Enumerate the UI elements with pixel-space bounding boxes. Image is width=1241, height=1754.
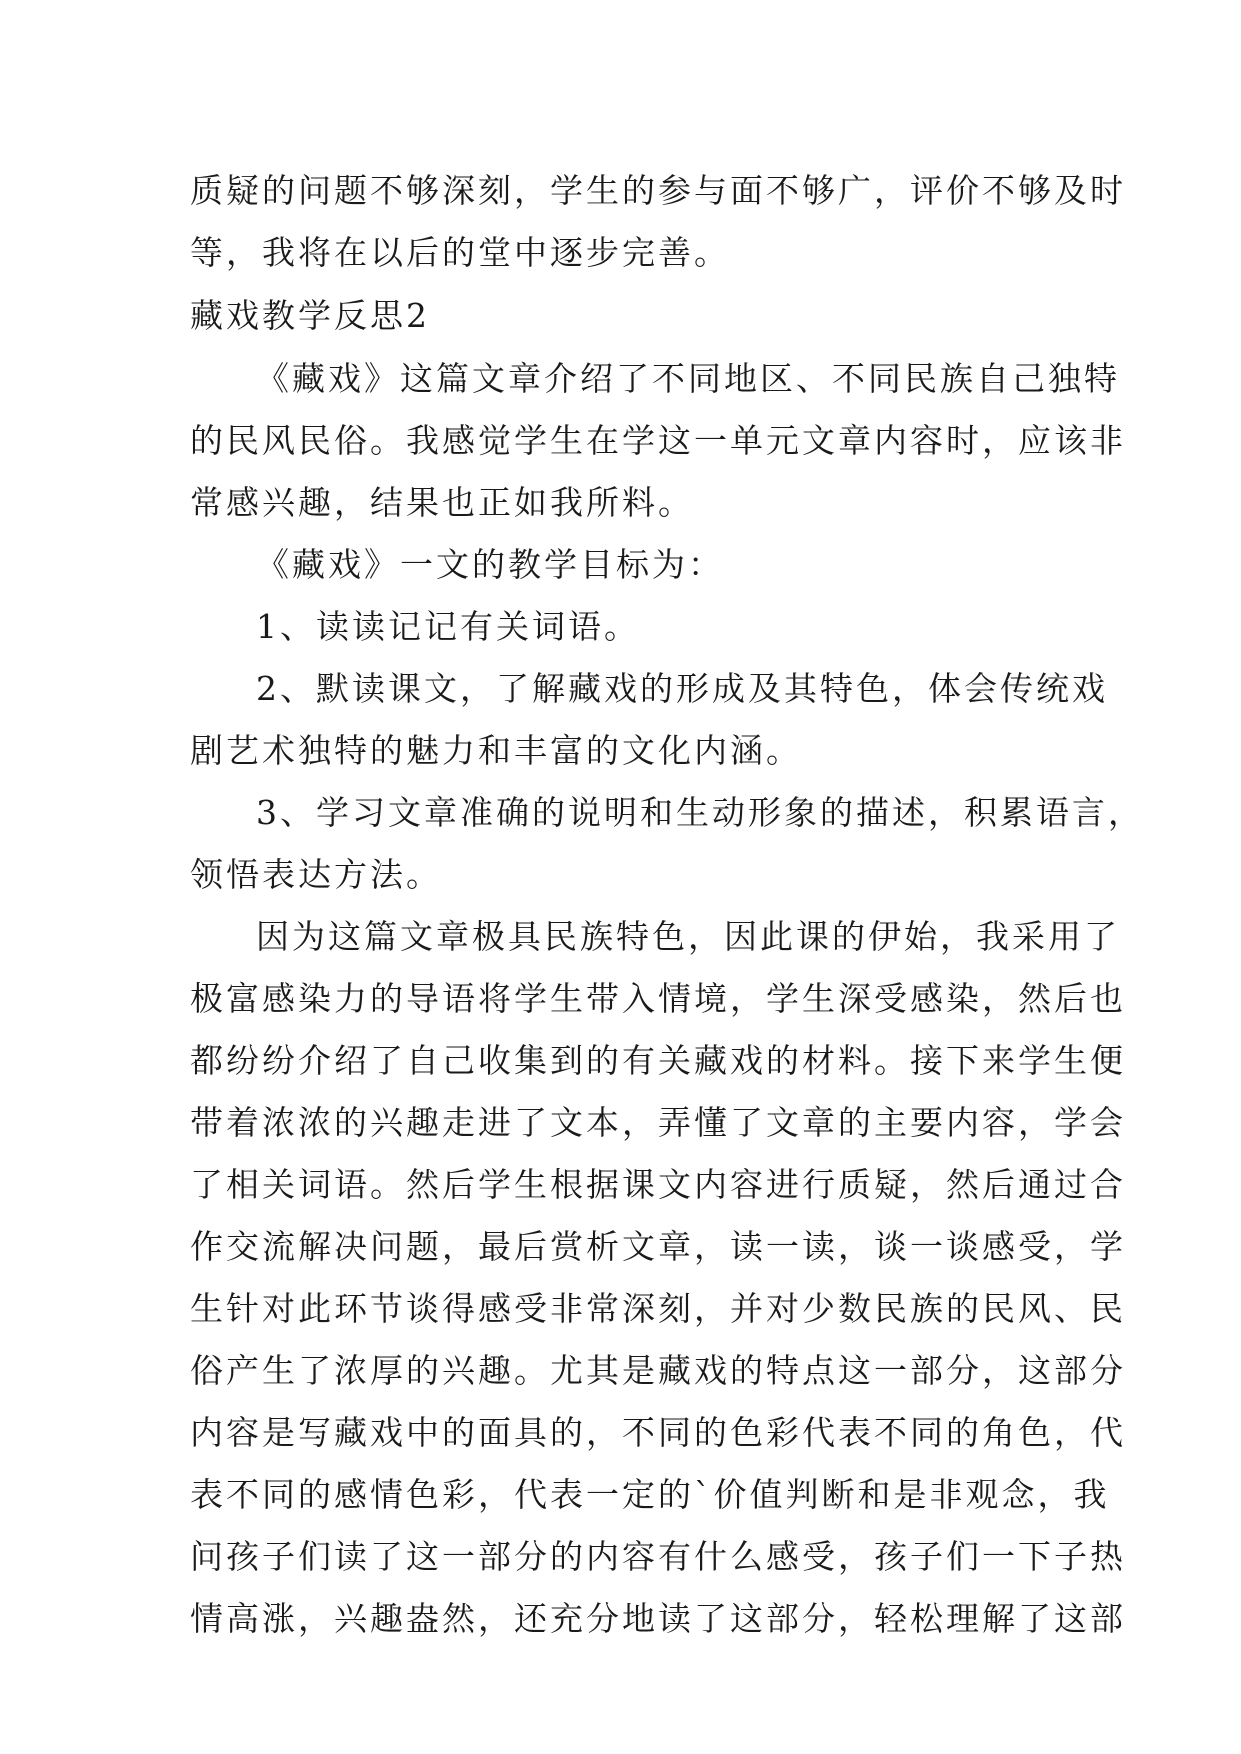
text-line: 生针对此环节谈得感受非常深刻，并对少数民族的民风、民 bbox=[190, 1289, 1126, 1328]
list-item-line: 1、读读记记有关词语。 bbox=[256, 607, 640, 646]
text-line: 等，我将在以后的堂中逐步完善。 bbox=[190, 233, 730, 272]
paragraph-start-line: 《藏戏》一文的教学目标为： bbox=[256, 545, 724, 584]
text-line: 俗产生了浓厚的兴趣。尤其是藏戏的特点这一部分，这部分 bbox=[190, 1351, 1126, 1390]
list-item-line: 3、学习文章准确的说明和生动形象的描述，积累语言， bbox=[256, 793, 1144, 832]
text-line: 问孩子们读了这一部分的内容有什么感受，孩子们一下子热 bbox=[190, 1537, 1126, 1576]
list-item-line: 2、默读课文，了解藏戏的形成及其特色，体会传统戏 bbox=[256, 669, 1108, 708]
text-line: 领悟表达方法。 bbox=[190, 855, 442, 894]
text-line: 表不同的感情色彩，代表一定的`价值判断和是非观念，我 bbox=[190, 1475, 1110, 1514]
paragraph-start-line: 《藏戏》这篇文章介绍了不同地区、不同民族自己独特 bbox=[256, 359, 1120, 398]
text-line: 的民风民俗。我感觉学生在学这一单元文章内容时，应该非 bbox=[190, 421, 1126, 460]
text-line: 常感兴趣，结果也正如我所料。 bbox=[190, 483, 694, 522]
text-line: 作交流解决问题，最后赏析文章，读一读，谈一谈感受，学 bbox=[190, 1227, 1126, 1266]
paragraph-start-line: 因为这篇文章极具民族特色，因此课的伊始，我采用了 bbox=[256, 917, 1120, 956]
text-line: 情高涨，兴趣盎然，还充分地读了这部分，轻松理解了这部 bbox=[190, 1599, 1126, 1638]
text-line: 剧艺术独特的魅力和丰富的文化内涵。 bbox=[190, 731, 802, 770]
document-body bbox=[190, 160, 1144, 1650]
text-line: 极富感染力的导语将学生带入情境，学生深受感染，然后也 bbox=[190, 979, 1126, 1018]
section-heading: 藏戏教学反思2 bbox=[190, 296, 430, 335]
text-line: 都纷纷介绍了自己收集到的有关藏戏的材料。接下来学生便 bbox=[190, 1041, 1126, 1080]
text-line: 带着浓浓的兴趣走进了文本，弄懂了文章的主要内容，学会 bbox=[190, 1103, 1126, 1142]
text-line: 质疑的问题不够深刻，学生的参与面不够广，评价不够及时 bbox=[190, 171, 1126, 210]
text-line: 了相关词语。然后学生根据课文内容进行质疑，然后通过合 bbox=[190, 1165, 1126, 1204]
text-line: 内容是写藏戏中的面具的，不同的色彩代表不同的角色，代 bbox=[190, 1413, 1126, 1452]
